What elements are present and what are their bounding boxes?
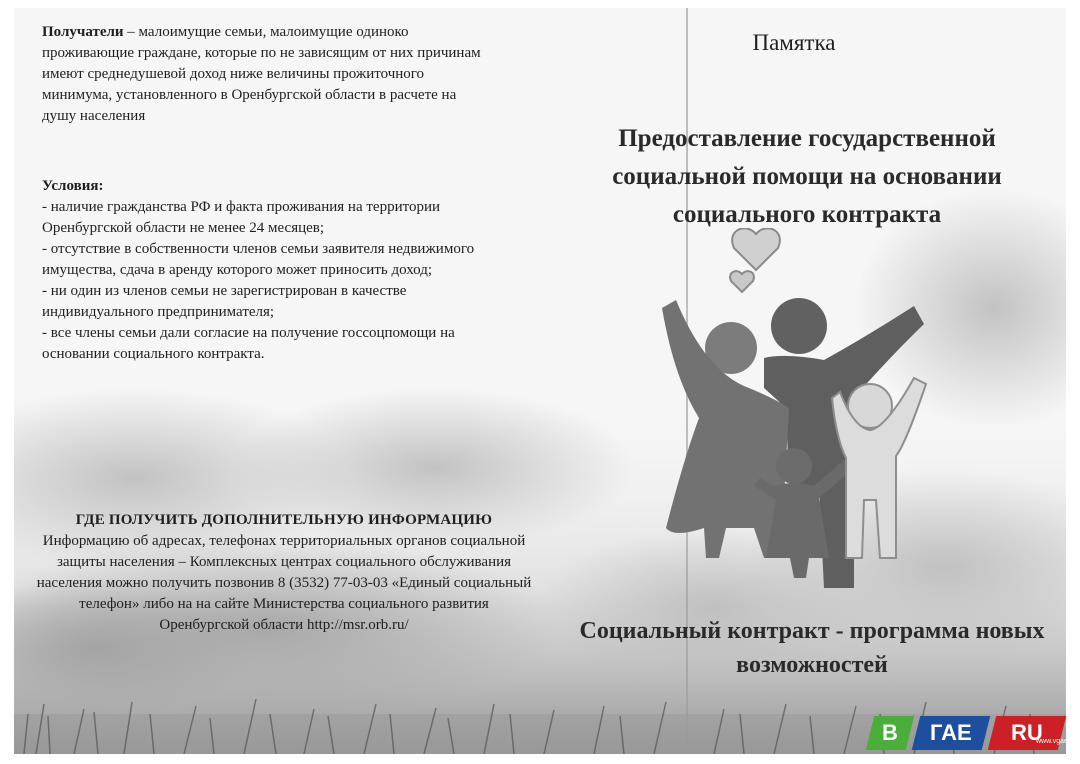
conditions-block [42, 176, 512, 365]
logo-url: www.vgae.ru [1036, 738, 1077, 745]
logo-part-1: В [882, 720, 898, 745]
info-text: Информацию об адресах, телефонах территориальных органов социальной защиты населения – Комплексных центрах социального обслуживания населения можно получить позвонив 8 (3532) 77-03-03 «Единый социальный телефон» либо на на сайте Министерства социального развития Оренбургской области http://msr.orb.ru/ [36, 533, 532, 633]
info-heading: ГДЕ ПОЛУЧИТЬ ДОПОЛНИТЕЛЬНУЮ ИНФОРМАЦИЮ [75, 512, 493, 528]
leaflet-title: Предоставление государственной социальной помощи на основании социального контракта [612, 125, 1002, 228]
slogan: Социальный контракт - программа новых возможностей [579, 618, 1045, 678]
recipients-text: – малоимущие семьи, малоимущие одиноко проживающие граждане, которые по не зависящим от них причинам имеют среднедушевой доход ниже величины прожиточного минимума, установленного в Оренбургской области в расчете на душу населения [42, 24, 481, 124]
logo-block-green [866, 716, 914, 750]
condition-item: - отсутствие в собственности членов семьи заявителя недвижимого имущества, сдача в аренду которого может приносить доход; [42, 241, 475, 278]
condition-item: - наличие гражданства РФ и факта проживания на территории Оренбургской области не менее 24 месяцев; [42, 199, 441, 236]
logo-part-2: ГАЕ [930, 720, 972, 745]
info-block [34, 510, 534, 636]
recipients-paragraph [42, 22, 492, 127]
heart-icon [730, 271, 754, 292]
family-illustration [614, 228, 974, 608]
memo-label: Памятка [752, 30, 836, 55]
condition-item: - все члены семьи дали согласие на получение госсоцпомощи на основании социального контракта. [42, 325, 455, 362]
leaflet-sheet [14, 8, 1066, 754]
logo-block-blue [912, 716, 990, 750]
condition-item: - ни один из членов семьи не зарегистрирован в качестве индивидуального предпринимателя; [42, 283, 407, 320]
watermark-logo [866, 716, 1077, 752]
recipients-label: Получатели [42, 24, 124, 40]
heart-icon [732, 228, 780, 270]
logo-part-3: RU [1011, 720, 1043, 745]
conditions-heading: Условия: [42, 178, 104, 194]
